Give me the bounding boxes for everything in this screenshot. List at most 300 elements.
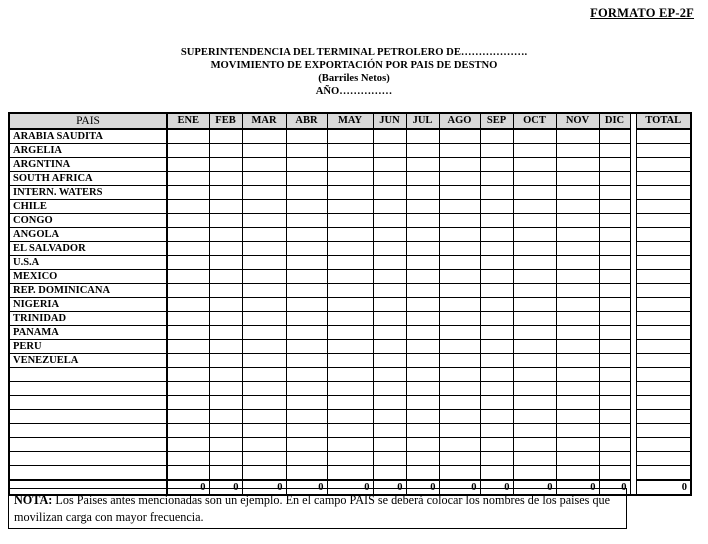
country-cell[interactable]: VENEZUELA: [9, 354, 167, 368]
value-cell-ago[interactable]: [439, 214, 480, 228]
value-cell-dic[interactable]: [599, 410, 630, 424]
value-cell-may[interactable]: [327, 129, 373, 144]
value-cell-nov[interactable]: [556, 298, 599, 312]
total-cell[interactable]: [636, 312, 691, 326]
value-cell-jun[interactable]: [373, 424, 406, 438]
value-cell-ago[interactable]: [439, 326, 480, 340]
value-cell-jul[interactable]: [406, 186, 439, 200]
value-cell-sep[interactable]: [480, 158, 513, 172]
value-cell-ago[interactable]: [439, 368, 480, 382]
value-cell-jun[interactable]: [373, 228, 406, 242]
value-cell-may[interactable]: [327, 438, 373, 452]
value-cell-abr[interactable]: [286, 270, 327, 284]
value-cell-ago[interactable]: [439, 382, 480, 396]
value-cell-mar[interactable]: [242, 256, 286, 270]
value-cell-feb[interactable]: [209, 228, 242, 242]
value-cell-jun[interactable]: [373, 396, 406, 410]
value-cell-mar[interactable]: [242, 200, 286, 214]
value-cell-nov[interactable]: [556, 368, 599, 382]
value-cell-may[interactable]: [327, 284, 373, 298]
country-cell[interactable]: [9, 424, 167, 438]
value-cell-ene[interactable]: [167, 340, 209, 354]
value-cell-may[interactable]: [327, 200, 373, 214]
value-cell-jun[interactable]: [373, 382, 406, 396]
value-cell-ago[interactable]: [439, 452, 480, 466]
value-cell-abr[interactable]: [286, 129, 327, 144]
value-cell-feb[interactable]: [209, 242, 242, 256]
value-cell-sep[interactable]: [480, 298, 513, 312]
value-cell-jun[interactable]: [373, 144, 406, 158]
value-cell-feb[interactable]: [209, 452, 242, 466]
value-cell-may[interactable]: [327, 340, 373, 354]
value-cell-oct[interactable]: [513, 452, 556, 466]
value-cell-ene[interactable]: [167, 129, 209, 144]
value-cell-nov[interactable]: [556, 312, 599, 326]
value-cell-ene[interactable]: [167, 368, 209, 382]
value-cell-nov[interactable]: [556, 172, 599, 186]
value-cell-mar[interactable]: [242, 368, 286, 382]
value-cell-oct[interactable]: [513, 466, 556, 481]
value-cell-nov[interactable]: [556, 129, 599, 144]
value-cell-ene[interactable]: [167, 298, 209, 312]
value-cell-may[interactable]: [327, 354, 373, 368]
value-cell-oct[interactable]: [513, 256, 556, 270]
value-cell-feb[interactable]: [209, 298, 242, 312]
value-cell-ago[interactable]: [439, 270, 480, 284]
value-cell-nov[interactable]: [556, 242, 599, 256]
value-cell-ene[interactable]: [167, 228, 209, 242]
value-cell-mar[interactable]: [242, 354, 286, 368]
value-cell-sep[interactable]: [480, 242, 513, 256]
total-cell[interactable]: [636, 396, 691, 410]
value-cell-jun[interactable]: [373, 200, 406, 214]
value-cell-may[interactable]: [327, 452, 373, 466]
value-cell-nov[interactable]: [556, 354, 599, 368]
value-cell-ene[interactable]: [167, 242, 209, 256]
value-cell-feb[interactable]: [209, 312, 242, 326]
value-cell-may[interactable]: [327, 396, 373, 410]
value-cell-mar[interactable]: [242, 438, 286, 452]
value-cell-oct[interactable]: [513, 326, 556, 340]
value-cell-mar[interactable]: [242, 242, 286, 256]
value-cell-jul[interactable]: [406, 256, 439, 270]
value-cell-ago[interactable]: [439, 340, 480, 354]
value-cell-may[interactable]: [327, 298, 373, 312]
value-cell-jun[interactable]: [373, 172, 406, 186]
value-cell-dic[interactable]: [599, 284, 630, 298]
total-cell[interactable]: [636, 186, 691, 200]
value-cell-ago[interactable]: [439, 354, 480, 368]
total-cell[interactable]: [636, 368, 691, 382]
value-cell-dic[interactable]: [599, 312, 630, 326]
value-cell-oct[interactable]: [513, 186, 556, 200]
value-cell-ago[interactable]: [439, 158, 480, 172]
value-cell-sep[interactable]: [480, 424, 513, 438]
value-cell-jun[interactable]: [373, 326, 406, 340]
value-cell-jun[interactable]: [373, 214, 406, 228]
value-cell-ene[interactable]: [167, 200, 209, 214]
value-cell-mar[interactable]: [242, 228, 286, 242]
value-cell-feb[interactable]: [209, 340, 242, 354]
total-cell[interactable]: [636, 158, 691, 172]
value-cell-ene[interactable]: [167, 186, 209, 200]
value-cell-ago[interactable]: [439, 312, 480, 326]
value-cell-feb[interactable]: [209, 354, 242, 368]
value-cell-may[interactable]: [327, 410, 373, 424]
value-cell-feb[interactable]: [209, 466, 242, 481]
value-cell-jul[interactable]: [406, 228, 439, 242]
value-cell-feb[interactable]: [209, 410, 242, 424]
value-cell-ene[interactable]: [167, 396, 209, 410]
value-cell-dic[interactable]: [599, 424, 630, 438]
country-cell[interactable]: [9, 438, 167, 452]
country-cell[interactable]: ARGNTINA: [9, 158, 167, 172]
total-cell[interactable]: [636, 354, 691, 368]
country-cell[interactable]: INTERN. WATERS: [9, 186, 167, 200]
country-cell[interactable]: [9, 368, 167, 382]
value-cell-dic[interactable]: [599, 354, 630, 368]
value-cell-sep[interactable]: [480, 368, 513, 382]
value-cell-ene[interactable]: [167, 452, 209, 466]
value-cell-feb[interactable]: [209, 326, 242, 340]
value-cell-oct[interactable]: [513, 298, 556, 312]
value-cell-sep[interactable]: [480, 284, 513, 298]
value-cell-ago[interactable]: [439, 228, 480, 242]
value-cell-jun[interactable]: [373, 186, 406, 200]
value-cell-jul[interactable]: [406, 144, 439, 158]
value-cell-jul[interactable]: [406, 270, 439, 284]
total-cell[interactable]: [636, 228, 691, 242]
country-cell[interactable]: U.S.A: [9, 256, 167, 270]
value-cell-jul[interactable]: [406, 410, 439, 424]
value-cell-ene[interactable]: [167, 312, 209, 326]
value-cell-nov[interactable]: [556, 270, 599, 284]
value-cell-abr[interactable]: [286, 354, 327, 368]
value-cell-jul[interactable]: [406, 242, 439, 256]
value-cell-jul[interactable]: [406, 284, 439, 298]
value-cell-sep[interactable]: [480, 186, 513, 200]
value-cell-jul[interactable]: [406, 326, 439, 340]
value-cell-ago[interactable]: [439, 256, 480, 270]
value-cell-oct[interactable]: [513, 200, 556, 214]
value-cell-oct[interactable]: [513, 368, 556, 382]
value-cell-abr[interactable]: [286, 326, 327, 340]
value-cell-ene[interactable]: [167, 172, 209, 186]
value-cell-ago[interactable]: [439, 186, 480, 200]
value-cell-nov[interactable]: [556, 144, 599, 158]
total-cell[interactable]: [636, 382, 691, 396]
country-cell[interactable]: [9, 452, 167, 466]
value-cell-mar[interactable]: [242, 298, 286, 312]
value-cell-dic[interactable]: [599, 452, 630, 466]
value-cell-ene[interactable]: [167, 410, 209, 424]
value-cell-oct[interactable]: [513, 270, 556, 284]
value-cell-nov[interactable]: [556, 382, 599, 396]
value-cell-dic[interactable]: [599, 186, 630, 200]
value-cell-feb[interactable]: [209, 186, 242, 200]
total-cell[interactable]: [636, 270, 691, 284]
value-cell-abr[interactable]: [286, 200, 327, 214]
value-cell-jul[interactable]: [406, 200, 439, 214]
value-cell-mar[interactable]: [242, 466, 286, 481]
value-cell-jul[interactable]: [406, 396, 439, 410]
value-cell-jul[interactable]: [406, 382, 439, 396]
value-cell-sep[interactable]: [480, 172, 513, 186]
value-cell-jul[interactable]: [406, 452, 439, 466]
value-cell-dic[interactable]: [599, 382, 630, 396]
value-cell-abr[interactable]: [286, 410, 327, 424]
total-cell[interactable]: [636, 200, 691, 214]
value-cell-jul[interactable]: [406, 424, 439, 438]
value-cell-feb[interactable]: [209, 214, 242, 228]
value-cell-mar[interactable]: [242, 284, 286, 298]
value-cell-mar[interactable]: [242, 340, 286, 354]
value-cell-feb[interactable]: [209, 129, 242, 144]
value-cell-sep[interactable]: [480, 438, 513, 452]
value-cell-ene[interactable]: [167, 424, 209, 438]
total-cell[interactable]: [636, 410, 691, 424]
value-cell-oct[interactable]: [513, 242, 556, 256]
value-cell-jul[interactable]: [406, 214, 439, 228]
value-cell-dic[interactable]: [599, 396, 630, 410]
value-cell-jul[interactable]: [406, 312, 439, 326]
value-cell-mar[interactable]: [242, 424, 286, 438]
value-cell-oct[interactable]: [513, 214, 556, 228]
value-cell-sep[interactable]: [480, 410, 513, 424]
value-cell-nov[interactable]: [556, 256, 599, 270]
value-cell-sep[interactable]: [480, 270, 513, 284]
value-cell-ene[interactable]: [167, 256, 209, 270]
value-cell-feb[interactable]: [209, 256, 242, 270]
country-cell[interactable]: [9, 382, 167, 396]
value-cell-ene[interactable]: [167, 214, 209, 228]
value-cell-oct[interactable]: [513, 129, 556, 144]
value-cell-sep[interactable]: [480, 326, 513, 340]
value-cell-ago[interactable]: [439, 172, 480, 186]
value-cell-may[interactable]: [327, 312, 373, 326]
value-cell-ene[interactable]: [167, 284, 209, 298]
value-cell-jul[interactable]: [406, 298, 439, 312]
value-cell-jun[interactable]: [373, 354, 406, 368]
value-cell-jun[interactable]: [373, 452, 406, 466]
value-cell-dic[interactable]: [599, 144, 630, 158]
value-cell-ago[interactable]: [439, 284, 480, 298]
value-cell-feb[interactable]: [209, 382, 242, 396]
value-cell-ago[interactable]: [439, 298, 480, 312]
value-cell-jun[interactable]: [373, 312, 406, 326]
value-cell-sep[interactable]: [480, 340, 513, 354]
value-cell-oct[interactable]: [513, 158, 556, 172]
value-cell-ene[interactable]: [167, 144, 209, 158]
value-cell-abr[interactable]: [286, 186, 327, 200]
value-cell-jun[interactable]: [373, 438, 406, 452]
value-cell-ago[interactable]: [439, 242, 480, 256]
value-cell-oct[interactable]: [513, 396, 556, 410]
country-cell[interactable]: CONGO: [9, 214, 167, 228]
value-cell-nov[interactable]: [556, 424, 599, 438]
value-cell-dic[interactable]: [599, 242, 630, 256]
value-cell-jul[interactable]: [406, 172, 439, 186]
value-cell-may[interactable]: [327, 242, 373, 256]
total-cell[interactable]: [636, 172, 691, 186]
value-cell-dic[interactable]: [599, 298, 630, 312]
value-cell-abr[interactable]: [286, 228, 327, 242]
value-cell-jun[interactable]: [373, 284, 406, 298]
value-cell-dic[interactable]: [599, 129, 630, 144]
value-cell-sep[interactable]: [480, 466, 513, 481]
value-cell-jun[interactable]: [373, 368, 406, 382]
country-cell[interactable]: ARGELIA: [9, 144, 167, 158]
value-cell-abr[interactable]: [286, 256, 327, 270]
value-cell-nov[interactable]: [556, 158, 599, 172]
value-cell-feb[interactable]: [209, 200, 242, 214]
country-cell[interactable]: EL SALVADOR: [9, 242, 167, 256]
value-cell-oct[interactable]: [513, 284, 556, 298]
value-cell-mar[interactable]: [242, 270, 286, 284]
value-cell-may[interactable]: [327, 228, 373, 242]
value-cell-ago[interactable]: [439, 129, 480, 144]
value-cell-mar[interactable]: [242, 186, 286, 200]
value-cell-abr[interactable]: [286, 438, 327, 452]
value-cell-may[interactable]: [327, 172, 373, 186]
value-cell-mar[interactable]: [242, 129, 286, 144]
value-cell-nov[interactable]: [556, 200, 599, 214]
value-cell-mar[interactable]: [242, 158, 286, 172]
value-cell-ene[interactable]: [167, 466, 209, 481]
total-cell[interactable]: [636, 214, 691, 228]
value-cell-jul[interactable]: [406, 466, 439, 481]
country-cell[interactable]: CHILE: [9, 200, 167, 214]
total-cell[interactable]: [636, 452, 691, 466]
value-cell-ene[interactable]: [167, 270, 209, 284]
value-cell-jun[interactable]: [373, 256, 406, 270]
value-cell-may[interactable]: [327, 256, 373, 270]
value-cell-dic[interactable]: [599, 270, 630, 284]
value-cell-nov[interactable]: [556, 396, 599, 410]
value-cell-jul[interactable]: [406, 354, 439, 368]
value-cell-mar[interactable]: [242, 214, 286, 228]
total-cell[interactable]: [636, 256, 691, 270]
value-cell-dic[interactable]: [599, 438, 630, 452]
value-cell-nov[interactable]: [556, 326, 599, 340]
value-cell-oct[interactable]: [513, 382, 556, 396]
value-cell-jul[interactable]: [406, 340, 439, 354]
value-cell-ene[interactable]: [167, 158, 209, 172]
country-cell[interactable]: NIGERIA: [9, 298, 167, 312]
value-cell-abr[interactable]: [286, 368, 327, 382]
value-cell-ene[interactable]: [167, 354, 209, 368]
value-cell-abr[interactable]: [286, 158, 327, 172]
value-cell-feb[interactable]: [209, 438, 242, 452]
country-cell[interactable]: TRINIDAD: [9, 312, 167, 326]
value-cell-ago[interactable]: [439, 466, 480, 481]
total-cell[interactable]: [636, 466, 691, 481]
value-cell-ago[interactable]: [439, 396, 480, 410]
value-cell-abr[interactable]: [286, 214, 327, 228]
value-cell-ago[interactable]: [439, 438, 480, 452]
value-cell-may[interactable]: [327, 214, 373, 228]
value-cell-dic[interactable]: [599, 200, 630, 214]
value-cell-nov[interactable]: [556, 228, 599, 242]
value-cell-oct[interactable]: [513, 172, 556, 186]
value-cell-ago[interactable]: [439, 424, 480, 438]
value-cell-feb[interactable]: [209, 144, 242, 158]
value-cell-sep[interactable]: [480, 200, 513, 214]
value-cell-feb[interactable]: [209, 424, 242, 438]
value-cell-jul[interactable]: [406, 129, 439, 144]
total-cell[interactable]: [636, 438, 691, 452]
value-cell-may[interactable]: [327, 382, 373, 396]
value-cell-oct[interactable]: [513, 340, 556, 354]
value-cell-nov[interactable]: [556, 186, 599, 200]
value-cell-jun[interactable]: [373, 340, 406, 354]
value-cell-jun[interactable]: [373, 298, 406, 312]
value-cell-oct[interactable]: [513, 354, 556, 368]
value-cell-may[interactable]: [327, 144, 373, 158]
country-cell[interactable]: REP. DOMINICANA: [9, 284, 167, 298]
value-cell-mar[interactable]: [242, 326, 286, 340]
value-cell-may[interactable]: [327, 368, 373, 382]
value-cell-dic[interactable]: [599, 368, 630, 382]
value-cell-nov[interactable]: [556, 214, 599, 228]
value-cell-jun[interactable]: [373, 158, 406, 172]
value-cell-may[interactable]: [327, 326, 373, 340]
value-cell-abr[interactable]: [286, 424, 327, 438]
value-cell-jun[interactable]: [373, 466, 406, 481]
value-cell-abr[interactable]: [286, 144, 327, 158]
country-cell[interactable]: ANGOLA: [9, 228, 167, 242]
value-cell-abr[interactable]: [286, 396, 327, 410]
value-cell-nov[interactable]: [556, 284, 599, 298]
value-cell-sep[interactable]: [480, 256, 513, 270]
country-cell[interactable]: PERU: [9, 340, 167, 354]
value-cell-feb[interactable]: [209, 158, 242, 172]
value-cell-sep[interactable]: [480, 452, 513, 466]
value-cell-sep[interactable]: [480, 312, 513, 326]
value-cell-ago[interactable]: [439, 200, 480, 214]
total-cell[interactable]: [636, 326, 691, 340]
value-cell-abr[interactable]: [286, 382, 327, 396]
total-cell[interactable]: [636, 424, 691, 438]
country-cell[interactable]: PANAMA: [9, 326, 167, 340]
value-cell-mar[interactable]: [242, 382, 286, 396]
country-cell[interactable]: [9, 396, 167, 410]
country-cell[interactable]: [9, 466, 167, 481]
value-cell-jun[interactable]: [373, 270, 406, 284]
value-cell-nov[interactable]: [556, 438, 599, 452]
value-cell-may[interactable]: [327, 424, 373, 438]
value-cell-feb[interactable]: [209, 284, 242, 298]
value-cell-sep[interactable]: [480, 228, 513, 242]
value-cell-sep[interactable]: [480, 144, 513, 158]
country-cell[interactable]: SOUTH AFRICA: [9, 172, 167, 186]
value-cell-ene[interactable]: [167, 326, 209, 340]
total-cell[interactable]: [636, 298, 691, 312]
value-cell-sep[interactable]: [480, 354, 513, 368]
value-cell-may[interactable]: [327, 186, 373, 200]
value-cell-jun[interactable]: [373, 242, 406, 256]
value-cell-ene[interactable]: [167, 438, 209, 452]
value-cell-oct[interactable]: [513, 438, 556, 452]
value-cell-may[interactable]: [327, 158, 373, 172]
value-cell-jul[interactable]: [406, 368, 439, 382]
value-cell-abr[interactable]: [286, 172, 327, 186]
value-cell-abr[interactable]: [286, 312, 327, 326]
total-cell[interactable]: [636, 242, 691, 256]
value-cell-abr[interactable]: [286, 284, 327, 298]
value-cell-nov[interactable]: [556, 452, 599, 466]
total-cell[interactable]: [636, 284, 691, 298]
